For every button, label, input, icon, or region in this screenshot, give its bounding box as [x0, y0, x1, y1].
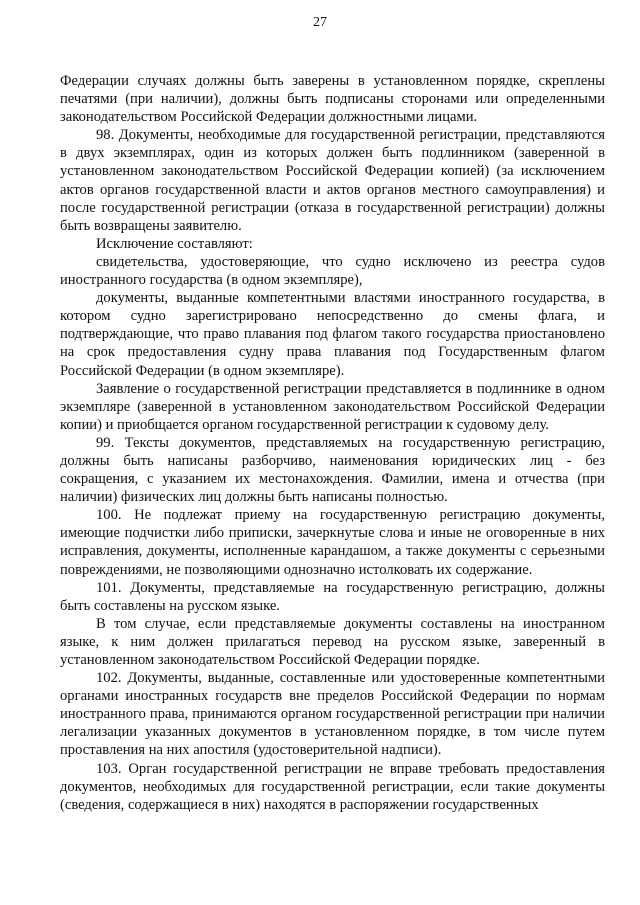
paragraph-102: 102. Документы, выданные, составленные или удостоверенные компетентными органами иностранных государств вне пределов Российской Федерации по нормам иностранного права, принимаются органом государственной регистрации при наличии легализации указанных документов в установленном порядке, в том числе путем проставления на них апостиля (удостоверительной надписи). [60, 670, 605, 759]
paragraph-99: 99. Тексты документов, представляемых на государственную регистрацию, должны быть написаны разборчиво, наименования юридических лиц - без сокращения, с указанием их местонахождения. Фамилии, имена и отчества (при наличии) физических лиц должны быть написаны полностью. [60, 434, 605, 506]
paragraph-exceptions-intro: Исключение составляют: [96, 235, 253, 252]
page-number: 27 [313, 15, 327, 30]
paragraph-101: 101. Документы, представляемые на государственную регистрацию, должны быть составлены на русском языке. [60, 579, 605, 614]
paragraph-98: 98. Документы, необходимые для государственной регистрации, представляются в двух экземплярах, один из которых должен быть подлинником (заверенной в установленном законодательством Российской Федерации копией) (за исключением актов органов государственной власти и актов органов местного самоуправления) и после государственной регистрации (отказа в государственной регистрации) должны быть возвращены заявителю. [60, 127, 605, 234]
paragraph-translation: В том случае, если представляемые документы составлены на иностранном языке, к ним должен прилагаться перевод на русском языке, заверенный в установленном законодательством Российской Федерации порядке. [60, 615, 605, 668]
paragraph-exception-certificates: свидетельства, удостоверяющие, что судно исключено из реестра судов иностранного государства (в одном экземпляре), [60, 253, 605, 289]
paragraph-exception-documents: документы, выданные компетентными властями иностранного государства, в котором судно зарегистрировано непосредственно до смены флага, и подтверждающие, что право плавания под флагом такого государства приостановлено на срок предоставления судну права плавания под Государственным флагом Российской Федерации (в одном экземпляре). [60, 290, 605, 379]
document-body [60, 72, 605, 814]
paragraph-100: 100. Не подлежат приему на государственную регистрацию документы, имеющие подчистки либо приписки, зачеркнутые слова и иные не оговоренные в них исправления, документы, исполненные карандашом, а также документы с серьезными повреждениями, не позволяющими однозначно истолковать их содержание. [60, 507, 605, 578]
paragraph-application: Заявление о государственной регистрации представляется в подлиннике в одном экземпляре (заверенной в установленном законодательством Российской Федерации копии) и приобщается органом государственной регистрации к судовому делу. [60, 380, 605, 433]
paragraph-103: 103. Орган государственной регистрации не вправе требовать предоставления документов, необходимых для государственной регистрации, если такие документы (сведения, содержащиеся в них) находятся в распоряжении государственных [60, 760, 605, 813]
paragraph-continuation: Федерации случаях должны быть заверены в установленном порядке, скреплены печатями (при наличии), должны быть подписаны сторонами или определенными законодательством Российской Федерации должностными лицами. [60, 73, 605, 126]
